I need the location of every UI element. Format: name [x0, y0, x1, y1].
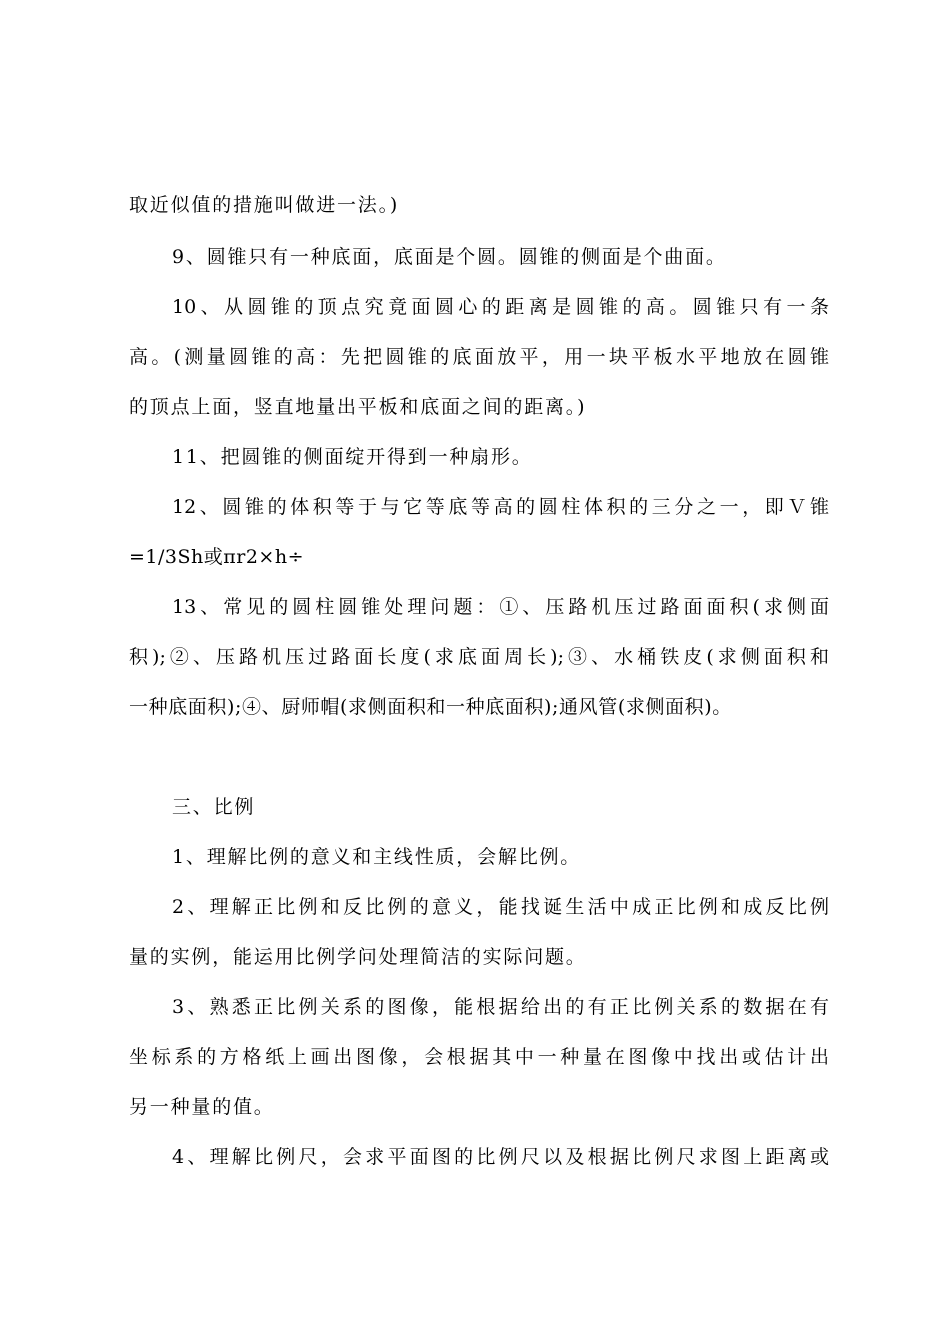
text-line: 另一种量的值。 [129, 1096, 275, 1118]
item-2: 2、理解正比例和反比例的意义，能找诞生活中成正比例和成反比例 [172, 896, 829, 918]
text-line: 取近似值的措施叫做进一法。) [129, 194, 400, 216]
item-13: 13、常见的圆柱圆锥处理问题：①、压路机压过路面面积(求侧面 [172, 596, 829, 618]
text-line: 量的实例，能运用比例学问处理简洁的实际问题。 [129, 946, 587, 968]
item-1: 1、理解比例的意义和主线性质，会解比例。 [172, 846, 582, 868]
formula-line: =1/3Sh或πr2×h÷ [129, 546, 304, 568]
text-line: 的顶点上面，竖直地量出平板和底面之间的距离。) [129, 396, 587, 418]
text-line: 积);②、压路机压过路面长度(求底面周长);③、水桶铁皮(求侧面积和 [129, 646, 829, 668]
item-4: 4、理解比例尺，会求平面图的比例尺以及根据比例尺求图上距离或 [172, 1146, 829, 1168]
item-3: 3、熟悉正比例关系的图像，能根据给出的有正比例关系的数据在有 [172, 996, 829, 1018]
item-11: 11、把圆锥的侧面绽开得到一种扇形。 [172, 446, 533, 468]
item-9: 9、圆锥只有一种底面，底面是个圆。圆锥的侧面是个曲面。 [172, 246, 727, 268]
section-heading: 三、比例 [172, 796, 256, 818]
text-line: 一种底面积);④、厨师帽(求侧面积和一种底面积);通风管(求侧面积)。 [129, 696, 732, 718]
text-line: 坐标系的方格纸上画出图像，会根据其中一种量在图像中找出或估计出 [129, 1046, 829, 1068]
item-12: 12、圆锥的体积等于与它等底等高的圆柱体积的三分之一，即Ｖ锥 [172, 496, 829, 518]
text-line: 高。(测量圆锥的高：先把圆锥的底面放平，用一块平板水平地放在圆锥 [129, 346, 829, 368]
item-10: 10、从圆锥的顶点究竟面圆心的距离是圆锥的高。圆锥只有一条 [172, 296, 829, 318]
